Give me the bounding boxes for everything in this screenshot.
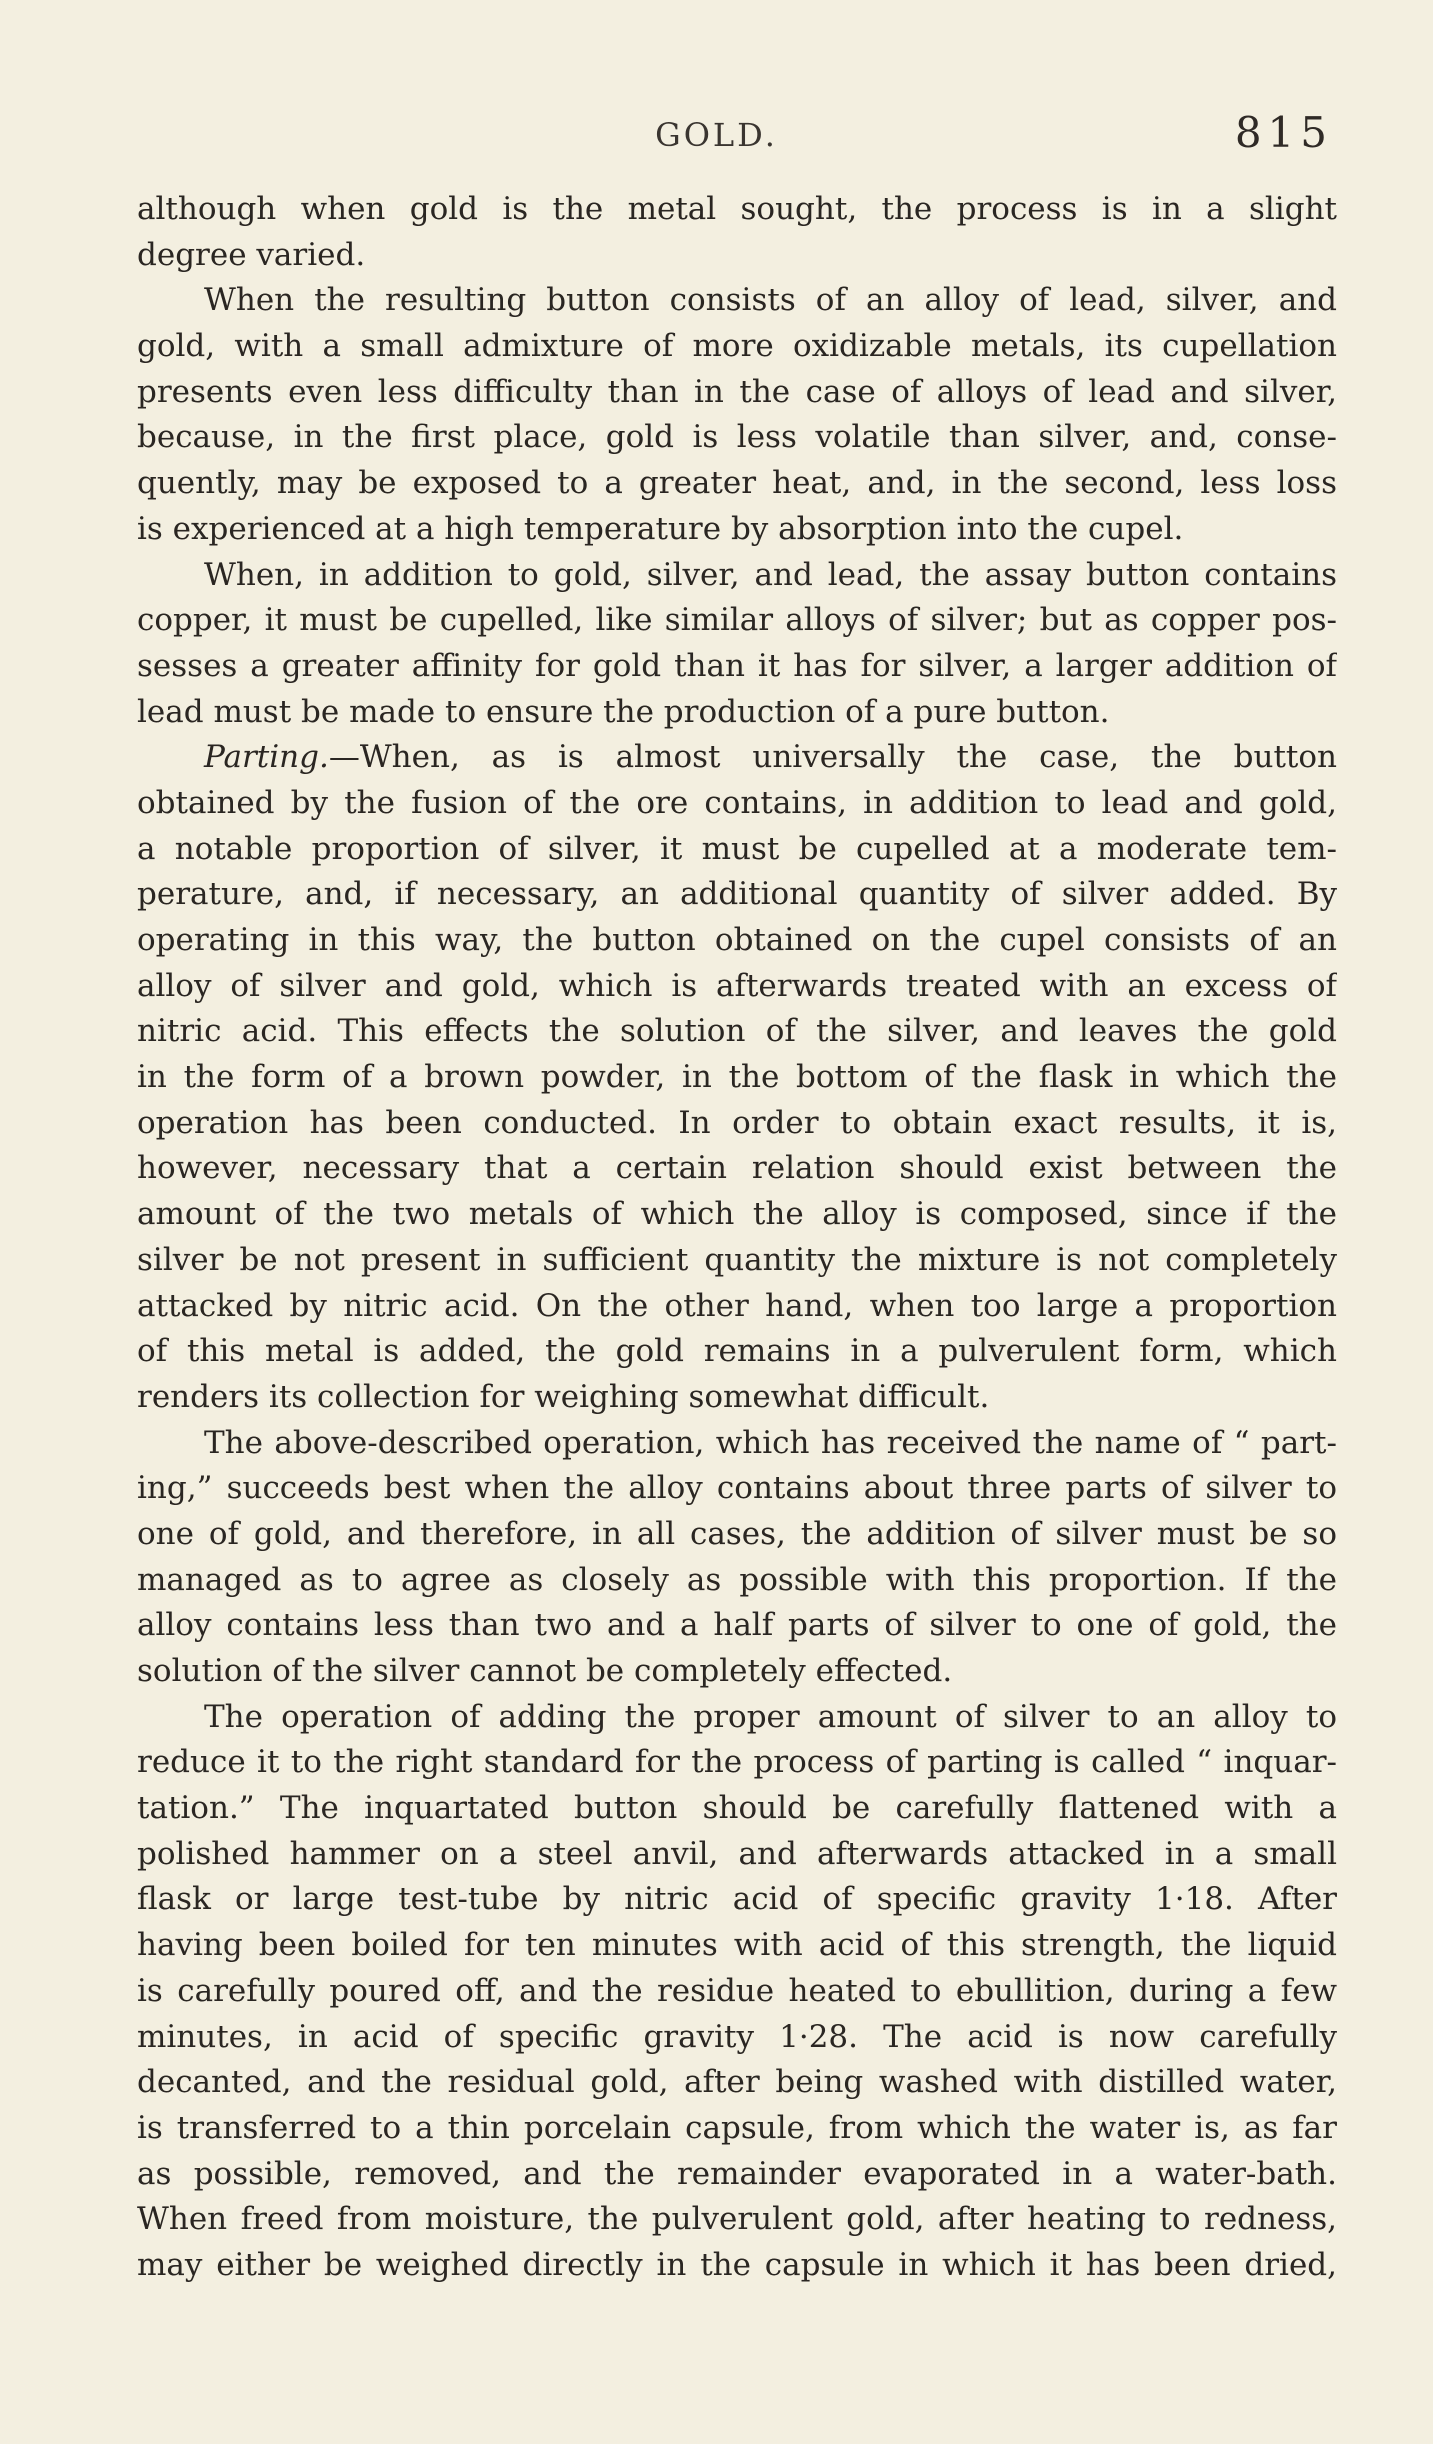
text-line: is carefully poured off, and the residue heated to ebullition, during a few <box>137 1972 1337 2009</box>
text-line: alloy of silver and gold, which is afterwards treated with an excess of <box>137 967 1337 1004</box>
text-line: reduce it to the right standard for the process of parting is called “ inquar- <box>137 1744 1337 1781</box>
text-line: is transferred to a thin porcelain capsule, from which the water is, as far <box>137 2109 1337 2146</box>
parting-heading: Parting. <box>204 739 329 776</box>
text-line: When, in addition to gold, silver, and lead, the assay button contains <box>204 556 1337 593</box>
text-line: When the resulting button consists of an alloy of lead, silver, and <box>204 282 1337 319</box>
text-line: a notable proportion of silver, it must be cupelled at a moderate tem- <box>137 830 1337 867</box>
text-line: flask or large test-tube by nitric acid of specific gravity 1·18. After <box>137 1881 1337 1918</box>
text-line: ing,” succeeds best when the alloy contains about three parts of silver to <box>137 1470 1337 1507</box>
text-line: operation has been conducted. In order to obtain exact results, it is, <box>137 1104 1337 1141</box>
text-line: perature, and, if necessary, an additional quantity of silver added. By <box>137 876 1337 913</box>
running-title: GOLD. <box>655 116 778 154</box>
text-line: as possible, removed, and the remainder evaporated in a water-bath. <box>137 2155 1337 2192</box>
text-line: attacked by nitric acid. On the other hand, when too large a proportion <box>137 1287 1337 1324</box>
body-text <box>137 187 1337 2289</box>
text-line: When freed from moisture, the pulverulent gold, after heating to redness, <box>137 2201 1337 2238</box>
text-line: of this metal is added, the gold remains in a pulverulent form, which <box>137 1333 1337 1370</box>
text-line: lead must be made to ensure the production of a pure button. <box>137 693 1110 730</box>
text-line: because, in the first place, gold is less volatile than silver, and, conse- <box>137 419 1337 456</box>
text-line: decanted, and the residual gold, after being washed with distilled water, <box>137 2064 1337 2101</box>
text-line: degree varied. <box>137 236 366 273</box>
page-number: 815 <box>1234 108 1333 157</box>
text-line: tation.” The inquartated button should be carefully flattened with a <box>137 1790 1337 1827</box>
text-line: minutes, in acid of specific gravity 1·28. The acid is now carefully <box>137 2018 1337 2055</box>
text-line: may either be weighed directly in the capsule in which it has been dried, <box>137 2246 1337 2283</box>
text-line: obtained by the fusion of the ore contains, in addition to lead and gold, <box>137 784 1337 821</box>
text-line: —When, as is almost universally the case, the button <box>328 739 1337 776</box>
text-line: nitric acid. This effects the solution of the silver, and leaves the gold <box>137 1013 1337 1050</box>
running-head <box>0 108 1433 168</box>
text-line: sesses a greater affinity for gold than it has for silver, a larger addition of <box>137 647 1337 684</box>
text-line: one of gold, and therefore, in all cases, the addition of silver must be so <box>137 1515 1337 1552</box>
text-line: renders its collection for weighing somewhat difficult. <box>137 1378 990 1415</box>
text-line: copper, it must be cupelled, like similar alloys of silver; but as copper pos- <box>137 602 1337 639</box>
text-line: in the form of a brown powder, in the bottom of the flask in which the <box>137 1059 1337 1096</box>
text-line: amount of the two metals of which the alloy is composed, since if the <box>137 1196 1337 1233</box>
text-line: silver be not present in sufficient quantity the mixture is not completely <box>137 1241 1337 1278</box>
text-line: alloy contains less than two and a half parts of silver to one of gold, the <box>137 1607 1337 1644</box>
text-line: managed as to agree as closely as possible with this proportion. If the <box>137 1561 1337 1598</box>
text-line: gold, with a small admixture of more oxidizable metals, its cupellation <box>137 328 1337 365</box>
text-line: The above-described operation, which has received the name of “ part- <box>204 1424 1337 1461</box>
text-line: having been boiled for ten minutes with acid of this strength, the liquid <box>137 1927 1337 1964</box>
text-line: however, necessary that a certain relation should exist between the <box>137 1150 1337 1187</box>
text-line: polished hammer on a steel anvil, and afterwards attacked in a small <box>137 1835 1337 1872</box>
text-line: The operation of adding the proper amount of silver to an alloy to <box>204 1698 1337 1735</box>
parting-paragraph-start <box>137 735 1337 781</box>
text-line: solution of the silver cannot be completely effected. <box>137 1653 953 1689</box>
text-line: is experienced at a high temperature by absorption into the cupel. <box>137 510 1184 547</box>
text-line: quently, may be exposed to a greater heat, and, in the second, less loss <box>137 465 1337 502</box>
text-line: presents even less difficulty than in the case of alloys of lead and silver, <box>137 373 1337 410</box>
text-line: although when gold is the metal sought, the process is in a slight <box>137 191 1337 227</box>
text-line: operating in this way, the button obtained on the cupel consists of an <box>137 922 1337 958</box>
